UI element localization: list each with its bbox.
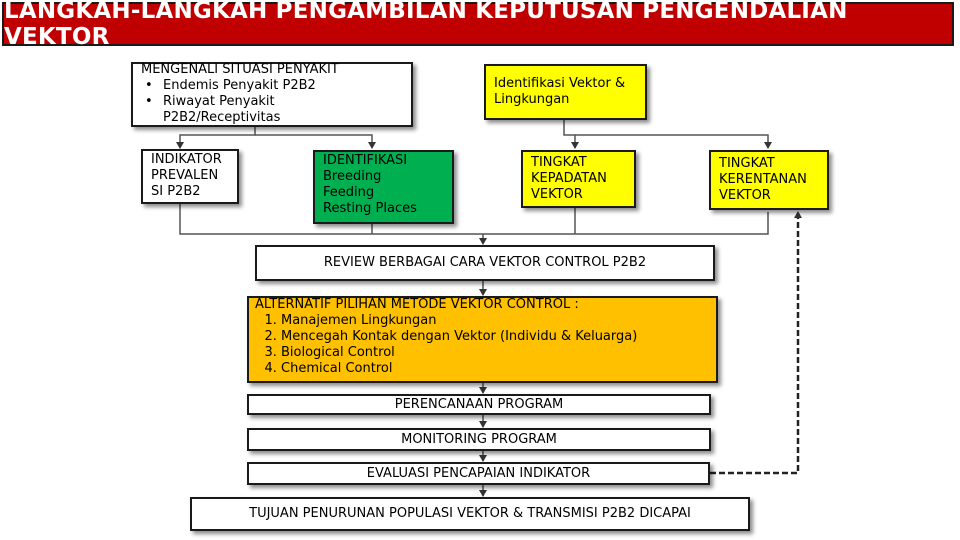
perencanaan-box (247, 394, 711, 415)
kepadatan-box (521, 150, 636, 208)
connector-situasi-identifikasi (255, 135, 372, 148)
situasi-box (131, 62, 413, 127)
alternatif-box (247, 296, 718, 383)
kerentanan-box (709, 150, 829, 210)
indikator-label: INDIKATOR PREVALEN SI P2B2 (151, 152, 222, 199)
review-box (255, 245, 715, 281)
alternatif-item: 3. Biological Control (281, 345, 708, 361)
connector-situasi (180, 126, 255, 148)
page-title: LANGKAH-LANGKAH PENGAMBILAN KEPUTUSAN PENGENDALIAN VEKTOR (2, 2, 954, 46)
identifikasi-item: Resting Places (323, 201, 417, 216)
identifikasi-box (313, 150, 454, 224)
situasi-item: • Endemis Penyakit P2B2 (163, 78, 403, 94)
situasi-item: • Riwayat Penyakit P2B2/Receptivitas (163, 94, 313, 126)
identifikasi-heading: IDENTIFIKASI (323, 153, 408, 168)
evaluasi-label: EVALUASI PENCAPAIAN INDIKATOR (366, 465, 591, 481)
connector-lingkungan-kerentanan (575, 135, 768, 148)
identifikasi-lingkungan-label: Identifikasi Vektor & Lingkungan (494, 76, 626, 107)
kerentanan-label: TINGKAT KERENTANAN VEKTOR (719, 156, 807, 203)
alternatif-item: 4. Chemical Control (281, 361, 708, 377)
review-label: REVIEW BERBAGAI CARA VEKTOR CONTROL P2B2 (323, 255, 647, 270)
indikator-box (141, 149, 239, 204)
monitoring-box (247, 428, 711, 451)
connector-lingkungan (564, 120, 575, 148)
alternatif-heading: ALTERNATIF PILIHAN METODE VEKTOR CONTROL : (255, 297, 579, 312)
kepadatan-label: TINGKAT KEPADATAN VEKTOR (531, 155, 607, 202)
situasi-heading: MENGENALI SITUASI PENYAKIT (141, 62, 339, 77)
identifikasi-item: Breeding (323, 169, 382, 184)
evaluasi-box (247, 462, 710, 485)
alternatif-item: 2. Mencegah Kontak dengan Vektor (Individu & Keluarga) (281, 329, 708, 345)
connector-feedback-dashed (710, 212, 798, 473)
perencanaan-label: PERENCANAAN PROGRAM (394, 396, 564, 412)
alternatif-item: 1. Manajemen Lingkungan (281, 313, 708, 329)
monitoring-label: MONITORING PROGRAM (401, 431, 557, 447)
identifikasi-item: Feeding (323, 185, 375, 200)
tujuan-box (190, 497, 750, 531)
connector-collector (180, 204, 768, 234)
identifikasi-lingkungan-box (484, 64, 647, 120)
tujuan-label: TUJUAN PENURUNAN POPULASI VEKTOR & TRANSMISI P2B2 DICAPAI (249, 506, 691, 521)
